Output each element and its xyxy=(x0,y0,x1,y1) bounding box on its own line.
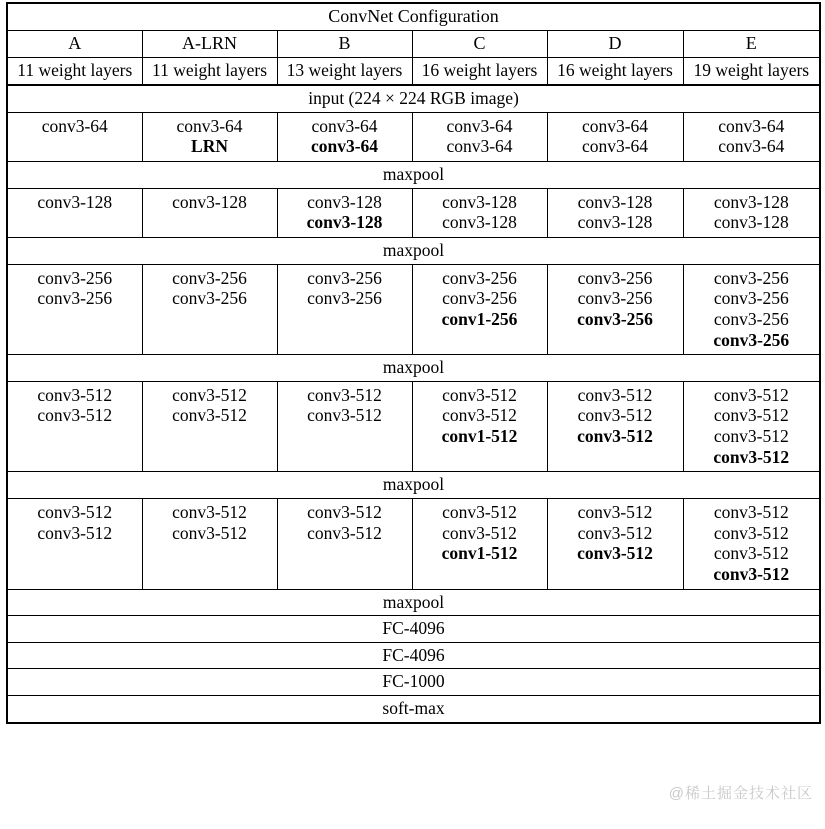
layer-entry-spacer xyxy=(550,564,681,585)
layer-entry: conv3-512 xyxy=(172,502,247,522)
block-2-col-A xyxy=(7,264,142,355)
convnet-configuration-table xyxy=(6,2,821,724)
maxpool-row xyxy=(7,237,820,264)
col-header-D: D xyxy=(547,31,683,58)
fc-row xyxy=(7,669,820,696)
maxpool-label-4: maxpool xyxy=(7,472,820,499)
softmax-row xyxy=(7,696,820,723)
layer-entry: conv3-64 xyxy=(41,115,108,136)
layer-entry: conv3-512 xyxy=(577,426,653,447)
layer-entry: conv3-128 xyxy=(442,191,517,212)
block-1-col-D xyxy=(547,188,683,237)
layer-entry: conv3-128 xyxy=(442,212,517,233)
maxpool-label-3: maxpool xyxy=(7,355,820,382)
layer-entry: conv3-512 xyxy=(37,384,113,405)
layer-entry: conv3-128 xyxy=(172,191,247,212)
layer-entry: conv1-256 xyxy=(441,308,518,329)
layer-entry: conv3-512 xyxy=(307,502,382,522)
weight-layers-E: 19 weight layers xyxy=(683,58,820,85)
block-3-col-C xyxy=(412,381,547,472)
layer-entry: conv3-64 xyxy=(581,136,649,157)
layer-entry-spacer xyxy=(145,309,275,330)
block-2-col-A-LRN xyxy=(142,264,277,355)
layer-entry: conv3-512 xyxy=(442,405,517,426)
layer-entry: conv3-256 xyxy=(713,288,789,309)
layer-entry-spacer xyxy=(10,330,140,351)
layer-entry: conv3-512 xyxy=(713,426,789,447)
col-header-C: C xyxy=(412,31,547,58)
maxpool-row xyxy=(7,589,820,616)
layer-entry-spacer xyxy=(145,330,275,351)
layer-entry: conv3-256 xyxy=(307,267,382,288)
layer-entry-spacer xyxy=(550,330,681,351)
layer-entry-spacer xyxy=(280,426,410,447)
layer-entry-spacer xyxy=(145,447,275,468)
layer-entry-spacer xyxy=(10,212,140,233)
layer-entry: conv3-512 xyxy=(307,384,382,405)
layer-entry: conv3-512 xyxy=(172,405,247,426)
maxpool-row xyxy=(7,162,820,189)
block-0-col-C xyxy=(412,112,547,161)
layer-entry: conv3-512 xyxy=(713,384,789,405)
layer-entry: conv3-256 xyxy=(577,308,653,329)
layer-entry: conv3-256 xyxy=(442,267,517,288)
input-label: input (224 × 224 RGB image) xyxy=(7,85,820,112)
layer-entry: conv3-64 xyxy=(311,115,378,136)
block-3-col-D xyxy=(547,381,683,472)
layer-entry-spacer xyxy=(10,564,140,585)
layer-entry: conv3-512 xyxy=(442,502,517,522)
block-2-col-E xyxy=(683,264,820,355)
maxpool-row xyxy=(7,472,820,499)
input-row xyxy=(7,85,820,112)
col-header-B: B xyxy=(277,31,412,58)
conv-block-row xyxy=(7,499,820,590)
layer-entry: conv3-256 xyxy=(577,288,653,309)
layer-entry-spacer xyxy=(145,426,275,447)
layer-entry: conv3-512 xyxy=(307,405,382,426)
layer-entry-spacer xyxy=(10,309,140,330)
layer-entry: conv3-256 xyxy=(442,288,517,309)
weight-layers-D: 16 weight layers xyxy=(547,58,683,85)
layer-entry: conv3-64 xyxy=(718,115,785,136)
layer-entry: conv3-512 xyxy=(713,446,790,467)
layer-entry: conv3-256 xyxy=(307,288,382,309)
block-4-col-C xyxy=(412,499,547,590)
header-letter-row xyxy=(7,31,820,58)
layer-entry: conv3-512 xyxy=(713,405,789,426)
layer-entry: conv3-512 xyxy=(307,522,382,543)
block-1-col-E xyxy=(683,188,820,237)
block-1-col-A xyxy=(7,188,142,237)
layer-entry: conv3-128 xyxy=(307,191,382,212)
soft-max-label: soft-max xyxy=(7,696,820,723)
layer-entry: conv3-512 xyxy=(37,502,113,522)
layer-entry: conv3-128 xyxy=(713,191,789,212)
layer-entry-spacer xyxy=(280,330,410,351)
layer-entry: conv3-64 xyxy=(446,136,513,157)
header-weight-layers-row xyxy=(7,58,820,85)
layer-entry: conv3-64 xyxy=(176,115,243,136)
weight-layers-A-LRN: 11 weight layers xyxy=(142,58,277,85)
layer-entry: conv3-512 xyxy=(442,384,517,405)
table-title-row xyxy=(7,3,820,31)
layer-entry: conv3-512 xyxy=(577,502,653,522)
block-2-col-D xyxy=(547,264,683,355)
block-4-col-E xyxy=(683,499,820,590)
layer-entry-spacer xyxy=(10,447,140,468)
layer-entry: conv3-256 xyxy=(37,267,113,288)
layer-entry: conv3-512 xyxy=(172,522,247,543)
block-4-col-D xyxy=(547,499,683,590)
block-0-col-A xyxy=(7,112,142,161)
layer-entry-spacer xyxy=(280,564,410,585)
layer-entry: conv1-512 xyxy=(441,543,518,564)
block-1-col-A-LRN xyxy=(142,188,277,237)
weight-layers-C: 16 weight layers xyxy=(412,58,547,85)
block-1-col-B xyxy=(277,188,412,237)
block-0-col-A-LRN xyxy=(142,112,277,161)
layer-entry: conv3-128 xyxy=(577,191,653,212)
layer-entry: conv3-512 xyxy=(713,502,789,522)
layer-entry-spacer xyxy=(550,447,681,468)
layer-entry: conv3-64 xyxy=(446,115,513,136)
layer-entry: conv3-256 xyxy=(713,329,790,350)
layer-entry: conv3-512 xyxy=(577,543,653,564)
layer-entry-spacer xyxy=(10,136,140,157)
layer-entry-spacer xyxy=(280,543,410,564)
layer-entry-spacer xyxy=(10,426,140,447)
layer-entry: conv3-256 xyxy=(37,288,113,309)
layer-entry: conv3-256 xyxy=(713,308,789,329)
maxpool-label-5: maxpool xyxy=(7,589,820,616)
maxpool-label-2: maxpool xyxy=(7,237,820,264)
layer-entry: conv3-256 xyxy=(713,267,789,288)
block-3-col-A-LRN xyxy=(142,381,277,472)
layer-entry-spacer xyxy=(280,309,410,330)
weight-layers-A: 11 weight layers xyxy=(7,58,142,85)
layer-entry: conv3-512 xyxy=(713,563,790,584)
conv-block-row xyxy=(7,264,820,355)
layer-entry: LRN xyxy=(191,136,228,157)
layer-entry: conv3-128 xyxy=(306,212,383,233)
layer-entry: conv3-512 xyxy=(442,522,517,543)
fc-4096-label-2: FC-4096 xyxy=(7,642,820,669)
layer-entry-spacer xyxy=(145,543,275,564)
layer-entry: conv3-512 xyxy=(577,384,653,405)
conv-block-row xyxy=(7,112,820,161)
block-0-col-B xyxy=(277,112,412,161)
layer-entry-spacer xyxy=(145,564,275,585)
weight-layers-B: 13 weight layers xyxy=(277,58,412,85)
block-0-col-D xyxy=(547,112,683,161)
layer-entry-spacer xyxy=(415,564,545,585)
layer-entry: conv1-512 xyxy=(441,426,518,447)
maxpool-row xyxy=(7,355,820,382)
layer-entry: conv3-512 xyxy=(713,522,789,543)
layer-entry: conv3-64 xyxy=(310,136,379,157)
layer-entry: conv3-512 xyxy=(37,522,113,543)
layer-entry: conv3-512 xyxy=(37,405,113,426)
col-header-A: A xyxy=(7,31,142,58)
block-4-col-A xyxy=(7,499,142,590)
layer-entry: conv3-256 xyxy=(172,267,247,288)
layer-entry-spacer xyxy=(415,330,545,351)
block-3-col-E xyxy=(683,381,820,472)
layer-entry: conv3-64 xyxy=(718,136,785,157)
fc-4096-label-1: FC-4096 xyxy=(7,616,820,643)
block-4-col-B xyxy=(277,499,412,590)
block-2-col-B xyxy=(277,264,412,355)
layer-entry-spacer xyxy=(145,212,275,233)
layer-entry: conv3-64 xyxy=(581,115,649,136)
layer-entry: conv3-512 xyxy=(172,384,247,405)
layer-entry: conv3-512 xyxy=(577,405,653,426)
layer-entry-spacer xyxy=(280,447,410,468)
conv-block-row xyxy=(7,381,820,472)
fc-row xyxy=(7,616,820,643)
fc-row xyxy=(7,642,820,669)
layer-entry: conv3-128 xyxy=(37,191,113,212)
layer-entry: conv3-128 xyxy=(577,212,653,233)
block-1-col-C xyxy=(412,188,547,237)
layer-entry: conv3-128 xyxy=(713,212,789,233)
layer-entry: conv3-512 xyxy=(713,543,789,564)
layer-entry: conv3-256 xyxy=(172,288,247,309)
block-2-col-C xyxy=(412,264,547,355)
fc-1000-label: FC-1000 xyxy=(7,669,820,696)
block-3-col-A xyxy=(7,381,142,472)
watermark: @稀土掘金技术社区 xyxy=(668,785,813,802)
layer-entry: conv3-256 xyxy=(577,267,653,288)
block-4-col-A-LRN xyxy=(142,499,277,590)
conv-block-row xyxy=(7,188,820,237)
table-title: ConvNet Configuration xyxy=(7,3,820,31)
block-3-col-B xyxy=(277,381,412,472)
layer-entry-spacer xyxy=(10,543,140,564)
maxpool-label-1: maxpool xyxy=(7,162,820,189)
layer-entry-spacer xyxy=(415,447,545,468)
layer-entry: conv3-512 xyxy=(577,522,653,543)
col-header-A-LRN: A-LRN xyxy=(142,31,277,58)
block-0-col-E xyxy=(683,112,820,161)
col-header-E: E xyxy=(683,31,820,58)
